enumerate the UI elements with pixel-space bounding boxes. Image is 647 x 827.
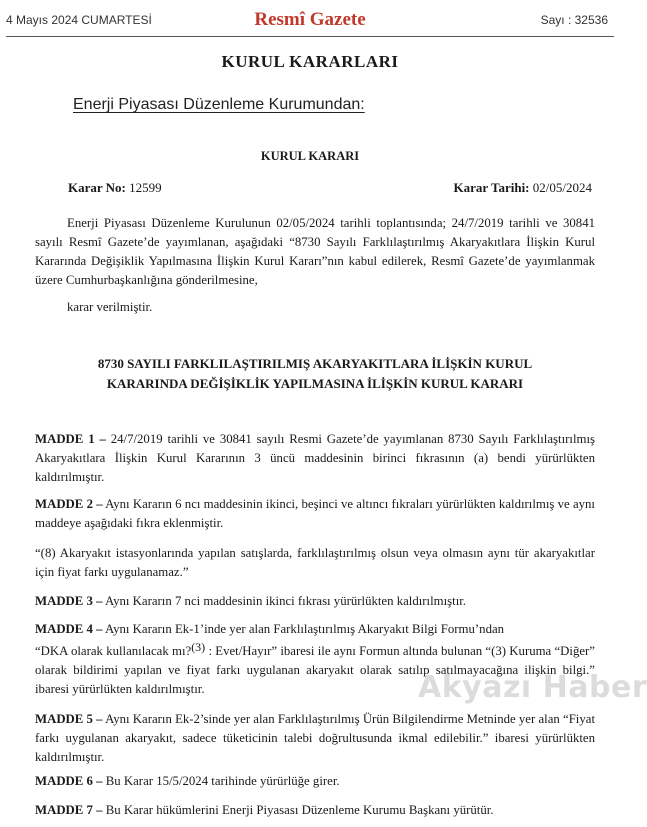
- article-2-label: MADDE 2 –: [35, 497, 103, 511]
- article-4-quote-a: “DKA olarak kullanılacak mı?: [35, 644, 192, 658]
- article-6: [35, 772, 595, 791]
- article-3-label: MADDE 3 –: [35, 594, 103, 608]
- article-2: [35, 495, 595, 533]
- article-1-text: 24/7/2019 tarihli ve 30841 sayılı Resmi Gazete’de yayımlanan 8730 Sayılı Farklılaştırılmış Akaryakıtlara İlişkin Kurul Kararının 3 üncü maddesinin birinci fıkrasının (a) bendi yürürlükten kaldırılmıştır.: [35, 432, 595, 484]
- issue-number: Sayı : 32536: [540, 13, 608, 27]
- article-2-quote: “(8) Akaryakıt istasyonlarında yapılan satışlarda, farklılaştırılmış olsun veya olmasın aynı tür akaryakıtlar için fiyat farkı uygulanamaz.”: [35, 546, 595, 579]
- issuing-authority: Enerji Piyasası Düzenleme Kurumundan:: [73, 96, 365, 113]
- article-4-footnote-mark: (3): [191, 640, 206, 654]
- decision-title: KURUL KARARI: [260, 149, 360, 163]
- article-1: [35, 430, 595, 487]
- intro-paragraph: Enerji Piyasası Düzenleme Kurulunun 02/05/2024 tarihli toplantısında; 24/7/2019 tarihli ve 30841 sayılı Resmî Gazete’de yayımlanan, aşağıdaki “8730 Sayılı Farklılaştırılmış Akaryakıtlara İlişkin Kurul Kararında Değişiklik Yapılmasına İlişkin Kurul Kararı”nın kabul edilerek, Resmî Gazete’de yayımlanmak üzere Cumhurbaşkanlığına gönderilmesine,: [35, 216, 595, 287]
- article-4-text: Aynı Kararın Ek-1’inde yer alan Farklılaştırılmış Akaryakıt Bilgi Formu’ndan: [105, 622, 505, 636]
- decision-number: [68, 180, 162, 196]
- decision-date: [454, 180, 592, 196]
- article-5: [35, 710, 595, 767]
- watermark-logo: Akyazı Haber: [418, 670, 647, 705]
- header-divider: [6, 36, 614, 37]
- decision-number-value: 12599: [129, 180, 162, 195]
- article-7-text: Bu Karar hükümlerini Enerji Piyasası Düzenleme Kurumu Başkanı yürütür.: [105, 803, 494, 817]
- regulation-title-line-1: 8730 SAYILI FARKLILAŞTIRILMIŞ AKARYAKITLARA İLİŞKİN KURUL: [97, 356, 533, 371]
- article-1-label: MADDE 1 –: [35, 432, 106, 446]
- section-title: KURUL KARARLARI: [221, 52, 399, 71]
- gazette-header: [0, 0, 620, 40]
- article-5-text: Aynı Kararın Ek-2’sinde yer alan Farklılaştırılmış Ürün Bilgilendirme Metninde yer alan “Fiyat farkı uygulanan akaryakıt, sadece tüketicinin talebi doğrultusunda ikmal edilebilir.” ibaresi yürürlükten kaldırılmıştır.: [35, 712, 596, 764]
- article-3: [35, 592, 595, 611]
- closing-line: karar verilmiştir.: [67, 300, 153, 314]
- article-7-label: MADDE 7 –: [35, 803, 103, 817]
- article-5-label: MADDE 5 –: [35, 712, 103, 726]
- decision-date-label: Karar Tarihi:: [453, 180, 530, 195]
- decision-number-label: Karar No:: [68, 180, 126, 195]
- article-4-quote-b: : Evet/Hayır” ibaresi ile aynı Formun altında bulunan “(3) Kuruma “Diğer” olarak bildirimi yapılan ve fiyat farkı uygulanan akaryakıt olarak satılıp satılmayacağına ilişkin bilgi.” ibaresi yürürlükten kaldırılmıştır.: [35, 644, 595, 696]
- article-6-text: Bu Karar 15/5/2024 tarihinde yürürlüğe girer.: [105, 774, 340, 788]
- regulation-title: [40, 354, 590, 394]
- article-6-label: MADDE 6 –: [35, 774, 103, 788]
- article-2-text: Aynı Kararın 6 ncı maddesinin ikinci, beşinci ve altıncı fıkraları yürürlükten kaldırılmış ve aynı maddeye aşağıdaki fıkra eklenmiştir.: [35, 497, 595, 530]
- article-4-label: MADDE 4 –: [35, 622, 103, 636]
- article-3-text: Aynı Kararın 7 nci maddesinin ikinci fıkrası yürürlükten kaldırılmıştır.: [105, 594, 467, 608]
- regulation-title-line-2: KARARINDA DEĞİŞİKLİK YAPILMASINA İLİŞKİN KURUL KARARI: [106, 376, 524, 391]
- article-7: [35, 801, 595, 820]
- article-4: [35, 620, 595, 639]
- issue-date: 4 Mayıs 2024 CUMARTESİ: [6, 13, 152, 27]
- publication-name: Resmî Gazete: [254, 9, 366, 30]
- decision-date-value: 02/05/2024: [532, 180, 592, 195]
